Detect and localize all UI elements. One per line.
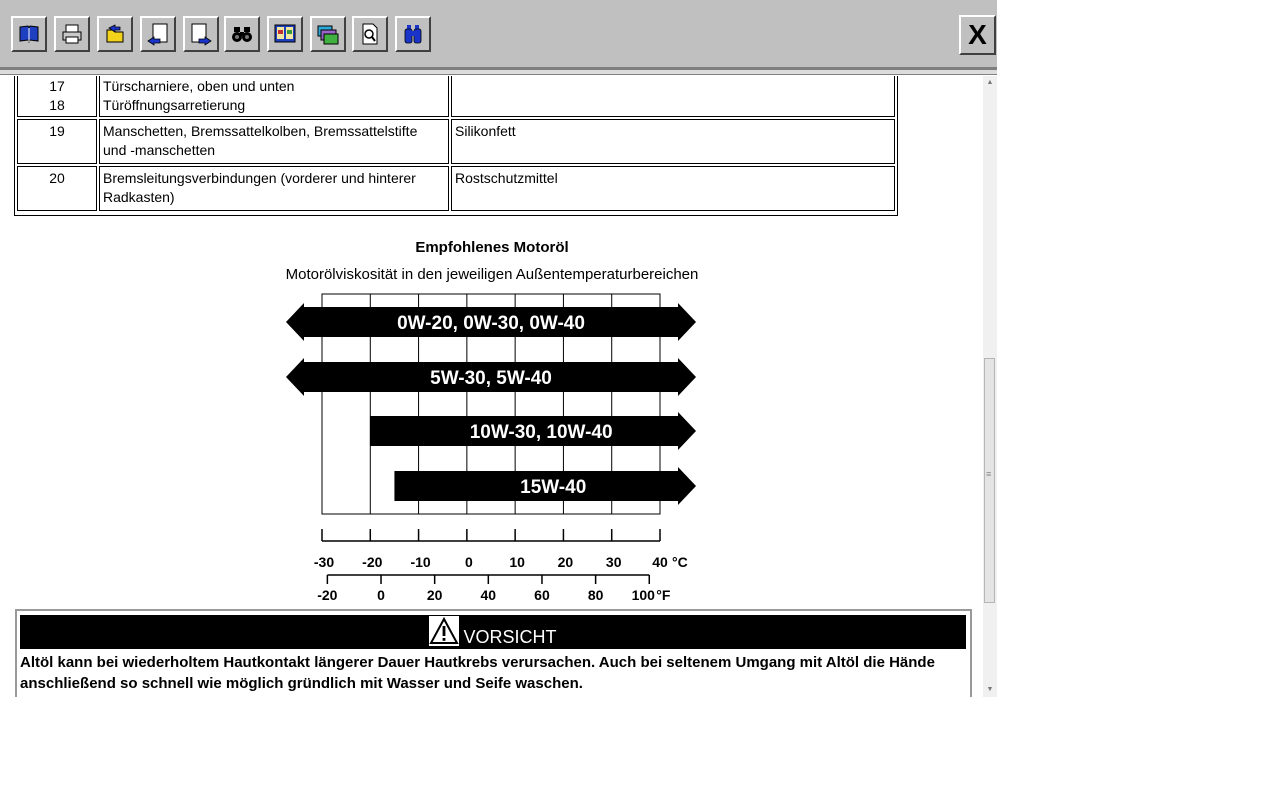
scroll-thumb[interactable] xyxy=(984,358,995,603)
table-cell-number: 17 18 xyxy=(17,76,97,117)
open-manual-icon xyxy=(273,22,297,46)
table-cell-number: 19 xyxy=(17,119,97,164)
open-manual-button[interactable] xyxy=(267,16,303,52)
fahrenheit-tick-label: 80 xyxy=(587,587,604,603)
fahrenheit-unit-label: °F xyxy=(656,587,671,603)
book-button[interactable] xyxy=(11,16,47,52)
lubricant-table xyxy=(14,76,898,216)
viscosity-label: 5W-30, 5W-40 xyxy=(430,368,552,389)
celsius-tick-label: 20 xyxy=(557,554,574,570)
fahrenheit-tick-label: 100 xyxy=(631,587,655,603)
warning-header xyxy=(20,615,966,649)
close-button[interactable]: X xyxy=(959,15,996,55)
warning-box xyxy=(15,609,972,697)
table-cell-lubricant: Rostschutzmittel xyxy=(451,166,895,211)
fahrenheit-tick-label: 0 xyxy=(377,587,385,603)
oil-chart-title: Empfohlenes Motoröl xyxy=(415,239,569,256)
fahrenheit-tick-label: 60 xyxy=(534,587,550,603)
back-folder-icon xyxy=(103,22,127,46)
viscosity-label: 15W-40 xyxy=(520,477,587,498)
fahrenheit-tick-label: 40 xyxy=(480,587,497,603)
viscosity-label: 10W-30, 10W-40 xyxy=(469,422,613,443)
back-folder-button[interactable] xyxy=(97,16,133,52)
vertical-scrollbar[interactable] xyxy=(983,76,997,697)
celsius-tick-label: 30 xyxy=(605,554,622,570)
binoculars-icon xyxy=(230,22,254,46)
next-page-icon xyxy=(189,22,213,46)
toolbar-divider xyxy=(0,70,997,75)
celsius-tick-label: 40 xyxy=(652,554,668,570)
table-row xyxy=(17,76,895,117)
next-page-button[interactable] xyxy=(183,16,219,52)
oil-chart-subtitle: Motorölviskosität in den jeweiligen Außentemperaturbereichen xyxy=(285,266,699,283)
find-icon xyxy=(401,22,425,46)
celsius-tick-label: 0 xyxy=(464,554,473,570)
scroll-up-arrow-icon[interactable]: ▲ xyxy=(986,79,994,86)
celsius-tick-label: -30 xyxy=(313,554,335,570)
print-button[interactable] xyxy=(54,16,90,52)
table-cell-number: 20 xyxy=(17,166,97,211)
table-cell-description: Türscharniere, oben und unten Türöffnungsarretierung xyxy=(99,76,449,117)
warning-text: Altöl kann bei wiederholtem Hautkontakt längerer Dauer Hautkrebs verursachen. Auch bei seltenem Umgang mit Altöl die Hände anschließend so schnell wie möglich gründlich mit Wasser und Seife waschen. xyxy=(20,654,935,692)
page-search-icon xyxy=(358,22,382,46)
document-content xyxy=(0,76,983,697)
previous-page-button[interactable] xyxy=(140,16,176,52)
table-cell-description: Bremsleitungsverbindungen (vorderer und hinterer Radkasten) xyxy=(99,166,449,211)
oil-viscosity-chart xyxy=(260,286,730,606)
page-search-button[interactable] xyxy=(352,16,388,52)
celsius-tick-label: -10 xyxy=(410,554,431,570)
celsius-tick-label: -20 xyxy=(362,554,383,570)
viscosity-label: 0W-20, 0W-30, 0W-40 xyxy=(397,313,585,334)
table-cell-lubricant: Silikonfett xyxy=(451,119,895,164)
print-icon xyxy=(60,22,84,46)
warning-triangle-icon xyxy=(429,616,459,646)
fahrenheit-tick-label: -20 xyxy=(317,587,338,603)
scroll-down-arrow-icon[interactable]: ▼ xyxy=(986,686,994,693)
toolbar xyxy=(0,0,997,70)
celsius-tick-label: 10 xyxy=(509,554,525,570)
table-row xyxy=(17,119,895,164)
binoculars-button[interactable] xyxy=(224,16,260,52)
previous-page-icon xyxy=(146,22,170,46)
stacked-pages-icon xyxy=(316,22,340,46)
table-row xyxy=(17,166,895,211)
fahrenheit-tick-label: 20 xyxy=(426,587,443,603)
book-icon xyxy=(17,22,41,46)
celsius-unit-label: °C xyxy=(672,554,688,570)
table-cell-lubricant xyxy=(451,76,895,117)
find-button[interactable] xyxy=(395,16,431,52)
stacked-pages-button[interactable] xyxy=(310,16,346,52)
warning-title: VORSICHT xyxy=(463,627,557,647)
table-cell-description: Manschetten, Bremssattelkolben, Bremssattelstifte und -manschetten xyxy=(99,119,449,164)
